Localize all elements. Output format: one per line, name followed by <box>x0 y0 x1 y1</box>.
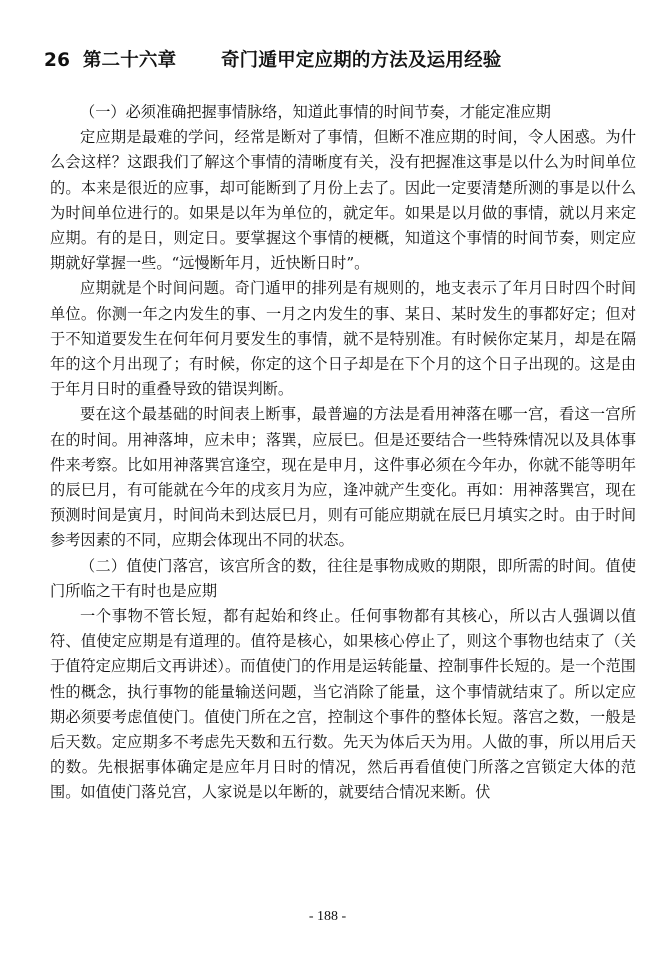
chapter-title-text: 奇门遁甲定应期的方法及运用经验 <box>220 50 502 71</box>
section-heading-2: （二）值使门落宫，该宫所含的数，往往是事物成败的期限，即所需的时间。值使门所临之干有时也是应期 <box>50 556 636 600</box>
paragraph: 一个事物不管长短，都有起始和终止。任何事物都有其核心，所以古人强调以值符、值使定应期是有道理的。值符是核心，如果核心停止了，则这个事物也结束了（关于值符定应期后文再讲述）。而值使门的作用是运转能量、控制事件长短的。是一个范围性的概念，执行事物的能量输送问题，当它消除了能量，这个事情就结束了。所以定应期必须要考虑值使门。值使门所在之宫，控制这个事件的整体长短。落宫之数，一般是后天数。定应期多不考虑先天数和五行数。先天为体后天为用。人做的事，所以用后天的数。先根据事体确定是应年月日时的情况，然后再看值使门所落之宫锁定大体的范围。如值使门落兑宫，人家说是以年断的，就要结合情况来断。伏 <box>50 607 636 802</box>
chapter-heading <box>44 48 624 74</box>
chapter-number: 26 <box>44 50 71 71</box>
page-number: - 188 - <box>308 909 347 924</box>
paragraph: 要在这个最基础的时间表上断事，最普遍的方法是看用神落在哪一宫，看这一宫所在的时间。用神落坤，应未申；落巽，应辰巳。但是还要结合一些特殊情况以及具体事件来考察。比如用神落巽宫逢空，现在是申月，这件事必须在今年办，你就不能等明年的辰巳月，有可能就在今年的戌亥月为应，逢冲就产生变化。再如：用神落巽宫，现在预测时间是寅月，时间尚未到达辰巳月，则有可能应期就在辰巳月填实之时。由于时间参考因素的不同，应期会体现出不同的状态。 <box>50 405 636 550</box>
paragraph: 应期就是个时间问题。奇门遁甲的排列是有规则的，地支表示了年月日时四个时间单位。你测一年之内发生的事、一月之内发生的事、某日、某时发生的事都好定；但对于不知道要发生在何年何月要发生的事情，就不是特别准。有时候你定某月，却是在隔年的这个月出现了；有时候，你定的这个日子却是在下个月的这个日子出现的。这是由于年月日时的重叠导致的错误判断。 <box>50 279 636 399</box>
chapter-label: 第二十六章 <box>82 50 177 71</box>
paragraph: 定应期是最难的学问，经常是断对了事情，但断不准应期的时间，令人困惑。为什么会这样？这跟我们了解这个事情的清晰度有关，没有把握准这事是以什么为时间单位的。本来是很近的应事，却可能断到了月份上去了。因此一定要清楚所测的事是以什么为时间单位进行的。如果是以年为单位的，就定年。如果是以月做的事情，就以月来定应期。有的是日，则定日。要掌握这个事情的梗概，知道这个事情的时间节奏，则定应期就好掌握一些。“远慢断年月，近快断日时”。 <box>50 128 636 273</box>
section-heading-1: （一）必须准确把握事情脉络，知道此事情的时间节奏，才能定准应期 <box>80 103 551 121</box>
body-text <box>50 100 636 806</box>
